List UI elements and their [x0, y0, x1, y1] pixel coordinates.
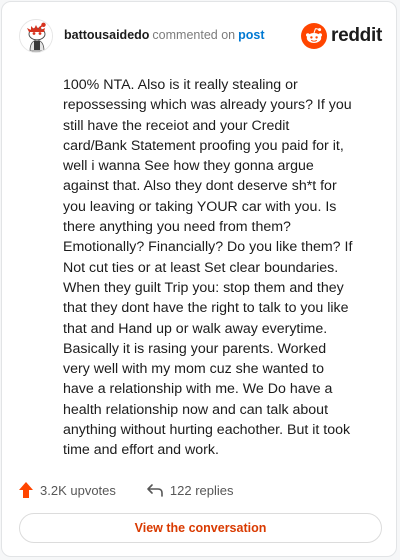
- view-conversation-button[interactable]: View the conversation: [19, 513, 382, 543]
- reddit-snoo-icon: [301, 23, 327, 49]
- replies-stat[interactable]: [146, 482, 234, 498]
- reddit-brand[interactable]: [301, 23, 382, 49]
- post-link[interactable]: post: [238, 28, 265, 42]
- reply-arrow-icon: [146, 482, 164, 498]
- replies-label: 122 replies: [169, 482, 234, 498]
- snoo-avatar-icon[interactable]: [19, 19, 53, 53]
- reddit-wordmark: reddit: [331, 25, 382, 46]
- upvote-arrow-icon: [18, 481, 34, 499]
- comment-header: [2, 2, 396, 66]
- username-link[interactable]: battousaidedo: [64, 28, 150, 42]
- comment-meta: [64, 27, 265, 43]
- action-text: commented on: [152, 28, 236, 42]
- upvotes-label: 3.2K upvotes: [40, 482, 116, 498]
- comment-body: 100% NTA. Also is it really stealing or repossessing which was already yours? If you still have the receiot and your Credit card/Bank Statement proofing you paid for it, well i wanna See how they gonna argue against that. Also they dont deserve sh*t for you leaving or taking YOUR car with you. Is there anything you need from them? Emotionally? Financially? Do you like them? If Not cut ties or at least Set clear boundaries. When they guilt Trip you: stop them and they that they dont have the right to talk to you like that and Hand up or walk away everytime. Basically it is rasing your parents. Worked very well with my mom cuz she wanted to have a relationship with me. We Do have a health relationship now and can talk about anything without hurting eachother. But it took time and effort and work.: [63, 77, 357, 459]
- comment-card: [1, 1, 397, 557]
- upvotes-stat[interactable]: [18, 481, 116, 499]
- comment-stats: [18, 480, 234, 500]
